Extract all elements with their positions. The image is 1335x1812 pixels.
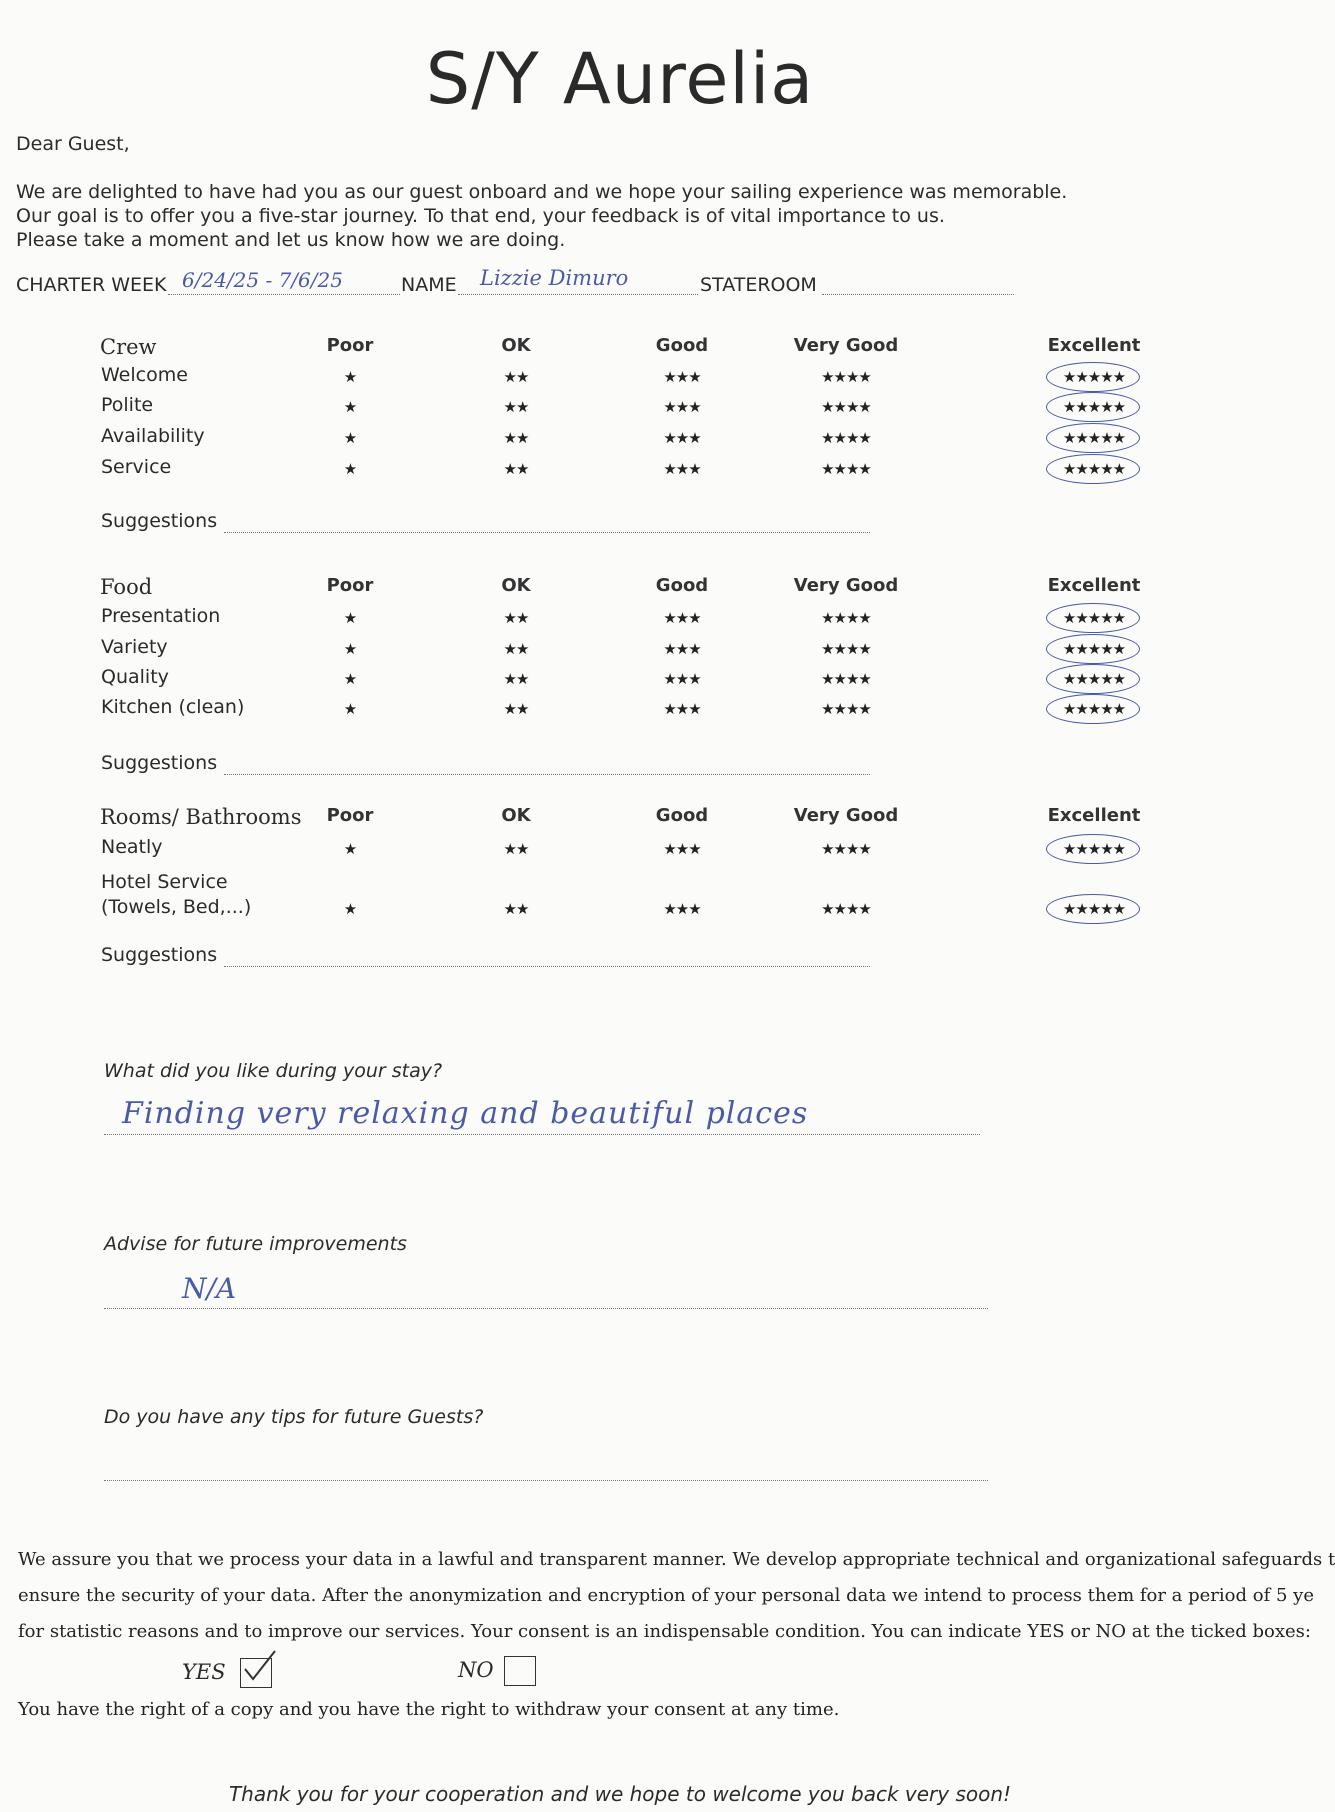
suggestions-label: Suggestions bbox=[101, 510, 218, 532]
rating-option[interactable]: ★★★★★ bbox=[1062, 460, 1126, 478]
no-checkbox[interactable] bbox=[504, 1656, 536, 1686]
tips-answer-field[interactable] bbox=[104, 1450, 988, 1481]
liked-answer-field[interactable] bbox=[104, 1096, 980, 1135]
rating-option[interactable]: ★ bbox=[343, 398, 357, 416]
charter-week-field[interactable] bbox=[168, 270, 400, 295]
charter-week-value: 6/24/25 - 7/6/25 bbox=[182, 268, 343, 292]
selection-circle bbox=[1046, 664, 1140, 694]
rights-text: You have the right of a copy and you have the right to withdraw your consent at any time. bbox=[18, 1699, 840, 1720]
rating-column-header: Excellent bbox=[1047, 335, 1141, 356]
advise-answer-field[interactable] bbox=[104, 1272, 988, 1309]
rating-option[interactable]: ★★★ bbox=[663, 670, 701, 688]
rating-column-header: Excellent bbox=[1047, 805, 1141, 826]
name-value: Lizzie Dimuro bbox=[480, 266, 629, 290]
rating-column-header: Good bbox=[655, 335, 709, 356]
rating-row-label: Presentation bbox=[101, 605, 221, 627]
rating-option[interactable]: ★★★★★ bbox=[1062, 640, 1126, 658]
selection-circle bbox=[1046, 694, 1140, 724]
selection-circle bbox=[1046, 423, 1140, 453]
selection-circle bbox=[1046, 362, 1140, 392]
rating-column-header: Good bbox=[655, 575, 709, 596]
liked-question: What did you like during your stay? bbox=[104, 1060, 443, 1082]
rating-row-label: Polite bbox=[101, 394, 154, 416]
name-label: NAME bbox=[401, 274, 457, 296]
rating-option[interactable]: ★★ bbox=[503, 429, 529, 447]
rating-option[interactable]: ★★★★ bbox=[821, 900, 871, 918]
rating-option[interactable]: ★★★ bbox=[663, 460, 701, 478]
rating-option[interactable]: ★★★ bbox=[663, 900, 701, 918]
rating-row-label: Variety bbox=[101, 636, 168, 658]
rating-row-label: Hotel Service bbox=[101, 871, 228, 893]
section-title: Food bbox=[100, 575, 153, 599]
rating-option[interactable]: ★ bbox=[343, 700, 357, 718]
selection-circle bbox=[1046, 834, 1140, 864]
rating-option[interactable]: ★★★★ bbox=[821, 700, 871, 718]
rating-option[interactable]: ★★★★★ bbox=[1062, 609, 1126, 627]
stateroom-label: STATEROOM bbox=[700, 274, 817, 296]
liked-answer: Finding very relaxing and beautiful places bbox=[122, 1096, 809, 1131]
rating-option[interactable]: ★★★ bbox=[663, 700, 701, 718]
rating-option[interactable]: ★★ bbox=[503, 398, 529, 416]
consent-text bbox=[18, 1542, 1335, 1650]
page-title: S/Y Aurelia bbox=[425, 38, 815, 120]
rating-option[interactable]: ★ bbox=[343, 900, 357, 918]
rating-option[interactable]: ★★★★★ bbox=[1062, 398, 1126, 416]
consent-line-3: for statistic reasons and to improve our services. Your consent is an indispensable condition. You can indicate YES or NO at the ticked boxes: bbox=[18, 1621, 1311, 1642]
intro-text bbox=[16, 180, 1067, 252]
selection-circle bbox=[1046, 392, 1140, 422]
intro-line-3: Please take a moment and let us know how we are doing. bbox=[16, 229, 566, 251]
rating-option[interactable]: ★ bbox=[343, 368, 357, 386]
rating-option[interactable]: ★★ bbox=[503, 700, 529, 718]
section-title: Crew bbox=[100, 335, 157, 359]
section-title: Rooms/ Bathrooms bbox=[100, 805, 302, 829]
suggestions-label: Suggestions bbox=[101, 752, 218, 774]
rating-option[interactable]: ★★★★ bbox=[821, 609, 871, 627]
yes-label: YES bbox=[182, 1660, 226, 1684]
rating-column-header: OK bbox=[501, 805, 531, 826]
selection-circle bbox=[1046, 894, 1140, 924]
rating-option[interactable]: ★★★★★ bbox=[1062, 429, 1126, 447]
footer-thanks: Thank you for your cooperation and we hope to welcome you back very soon! bbox=[228, 1782, 1012, 1806]
rating-option[interactable]: ★★★ bbox=[663, 429, 701, 447]
rating-option[interactable]: ★★ bbox=[503, 368, 529, 386]
no-label: NO bbox=[458, 1658, 494, 1682]
rating-column-header: Poor bbox=[326, 335, 374, 356]
rating-option[interactable]: ★★★★ bbox=[821, 398, 871, 416]
rating-option[interactable]: ★★ bbox=[503, 900, 529, 918]
rating-column-header: Good bbox=[655, 805, 709, 826]
tips-question: Do you have any tips for future Guests? bbox=[104, 1406, 484, 1428]
rating-row-label: Availability bbox=[101, 425, 205, 447]
rating-option[interactable]: ★★★★ bbox=[821, 368, 871, 386]
rating-column-header: Very Good bbox=[793, 575, 899, 596]
rating-option[interactable]: ★★★★ bbox=[821, 670, 871, 688]
suggestions-field[interactable] bbox=[224, 516, 870, 533]
rating-option[interactable]: ★★★★ bbox=[821, 840, 871, 858]
rating-option[interactable]: ★ bbox=[343, 460, 357, 478]
rating-option[interactable]: ★★★★★ bbox=[1062, 700, 1126, 718]
rating-column-header: Very Good bbox=[793, 335, 899, 356]
rating-option[interactable]: ★★★ bbox=[663, 840, 701, 858]
advise-answer: N/A bbox=[182, 1272, 237, 1305]
yes-checkbox[interactable] bbox=[240, 1658, 272, 1688]
stateroom-field[interactable] bbox=[822, 270, 1014, 295]
rating-option[interactable]: ★★★★ bbox=[821, 460, 871, 478]
rating-option[interactable]: ★★★★ bbox=[821, 640, 871, 658]
rating-row-label: (Towels, Bed,...) bbox=[101, 896, 252, 918]
rating-row-label: Quality bbox=[101, 666, 169, 688]
rating-option[interactable]: ★★★ bbox=[663, 398, 701, 416]
suggestions-field[interactable] bbox=[224, 758, 870, 775]
rating-option[interactable]: ★ bbox=[343, 670, 357, 688]
rating-option[interactable]: ★★★ bbox=[663, 640, 701, 658]
selection-circle bbox=[1046, 454, 1140, 484]
rating-column-header: Very Good bbox=[793, 805, 899, 826]
rating-option[interactable]: ★★★★★ bbox=[1062, 900, 1126, 918]
name-field[interactable] bbox=[458, 266, 698, 295]
consent-line-2: ensure the security of your data. After the anonymization and encryption of your personal data we intend to process them for a period of 5 ye bbox=[18, 1585, 1314, 1606]
selection-circle bbox=[1046, 634, 1140, 664]
rating-option[interactable]: ★★ bbox=[503, 640, 529, 658]
rating-option[interactable]: ★★★★★ bbox=[1062, 670, 1126, 688]
intro-line-1: We are delighted to have had you as our guest onboard and we hope your sailing experience was memorable. bbox=[16, 181, 1068, 203]
rating-option[interactable]: ★★ bbox=[503, 840, 529, 858]
rating-option[interactable]: ★★★ bbox=[663, 609, 701, 627]
suggestions-field[interactable] bbox=[224, 950, 870, 967]
suggestions-label: Suggestions bbox=[101, 944, 218, 966]
rating-row-label: Neatly bbox=[101, 836, 163, 858]
rating-column-header: Poor bbox=[326, 805, 374, 826]
consent-line-1: We assure you that we process your data in a lawful and transparent manner. We develop appropriate technical and organizational safeguards t bbox=[18, 1549, 1335, 1570]
advise-question: Advise for future improvements bbox=[104, 1233, 407, 1255]
charter-week-label: CHARTER WEEK bbox=[16, 274, 167, 296]
greeting: Dear Guest, bbox=[16, 133, 130, 155]
check-icon bbox=[239, 1649, 279, 1689]
rating-row-label: Kitchen (clean) bbox=[101, 696, 245, 718]
selection-circle bbox=[1046, 603, 1140, 633]
rating-option[interactable]: ★★ bbox=[503, 460, 529, 478]
rating-option[interactable]: ★ bbox=[343, 609, 357, 627]
rating-column-header: Excellent bbox=[1047, 575, 1141, 596]
rating-column-header: OK bbox=[501, 575, 531, 596]
rating-option[interactable]: ★★★ bbox=[663, 368, 701, 386]
rating-option[interactable]: ★ bbox=[343, 840, 357, 858]
rating-column-header: Poor bbox=[326, 575, 374, 596]
rating-option[interactable]: ★★ bbox=[503, 609, 529, 627]
rating-option[interactable]: ★★★★★ bbox=[1062, 840, 1126, 858]
rating-option[interactable]: ★★★★ bbox=[821, 429, 871, 447]
rating-row-label: Welcome bbox=[101, 364, 188, 386]
rating-option[interactable]: ★ bbox=[343, 640, 357, 658]
rating-option[interactable]: ★★ bbox=[503, 670, 529, 688]
rating-option[interactable]: ★ bbox=[343, 429, 357, 447]
rating-column-header: OK bbox=[501, 335, 531, 356]
rating-row-label: Service bbox=[101, 456, 172, 478]
rating-option[interactable]: ★★★★★ bbox=[1062, 368, 1126, 386]
intro-line-2: Our goal is to offer you a five-star journey. To that end, your feedback is of vital importance to us. bbox=[16, 205, 945, 227]
